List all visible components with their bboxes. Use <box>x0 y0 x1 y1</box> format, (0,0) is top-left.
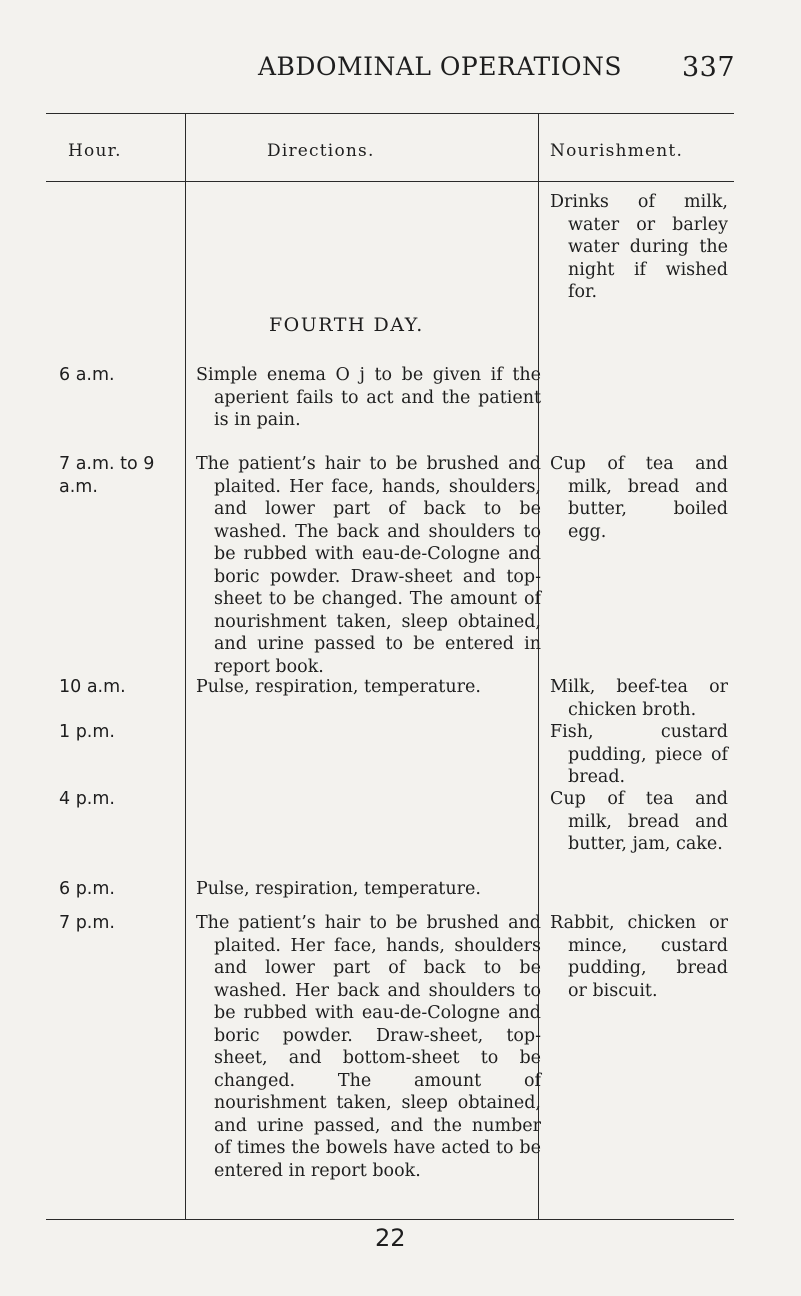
row-nourishment: Cup of tea and milk, bread and butter, jam, cake. <box>550 789 728 854</box>
row-directions: The patient’s hair to be brushed and plaited. Her face, hands, shoulders, and lower part of back to be washed. The back and shoulders to be rubbed with eau-de-Cologne and boric powder. Draw-sheet and top-sheet to be changed. The amount of nourishment taken, sleep obtained, and urine passed to be entered in report book. <box>196 454 541 677</box>
column-heading-hour: Hour. <box>68 141 122 161</box>
row-directions: Pulse, respiration, temperature. <box>196 879 481 899</box>
row-hour: 7 a.m. to 9 a.m. <box>59 454 155 497</box>
intro-nourishment-note: Drinks of milk, water or barley water during the night if wished for. <box>550 192 728 302</box>
row-hour: 10 a.m. <box>59 677 126 697</box>
row-hour: 6 a.m. <box>59 365 115 385</box>
row-hour: 6 p.m. <box>59 879 115 899</box>
row-hour: 1 p.m. <box>59 722 115 742</box>
row-nourishment: Milk, beef-tea or chicken broth. <box>550 677 728 720</box>
table-bottom-rule <box>46 1219 734 1220</box>
signature-mark: 22 <box>375 1224 406 1252</box>
running-head <box>0 52 801 92</box>
row-nourishment: Cup of tea and milk, bread and butter, boiled egg. <box>550 454 728 542</box>
page-number: 337 <box>682 52 736 83</box>
column-divider-left <box>185 113 186 1219</box>
row-directions: The patient’s hair to be brushed and plaited. Her face, hands, shoulders and lower part of back to be washed. Her back and shoulders to be rubbed with eau-de-Cologne and boric powder. Draw-sheet, top-sheet, and bottom-sheet to be changed. The amount of nourishment taken, sleep obtained, and urine passed, and the number of times the bowels have acted to be entered in report book. <box>196 913 541 1181</box>
day-heading: FOURTH DAY. <box>269 314 424 336</box>
row-nourishment: Fish, custard pudding, piece of bread. <box>550 722 728 787</box>
row-hour: 4 p.m. <box>59 789 115 809</box>
row-nourishment: Rabbit, chicken or mince, custard pudding, bread or biscuit. <box>550 913 728 1001</box>
row-directions: Pulse, respiration, temperature. <box>196 677 481 697</box>
running-head-title: ABDOMINAL OPERATIONS <box>258 52 623 81</box>
column-heading-directions: Directions. <box>267 141 375 161</box>
row-hour: 7 p.m. <box>59 913 115 933</box>
row-directions: Simple enema O j to be given if the aperient fails to act and the patient is in pain. <box>196 365 541 430</box>
table-top-rule <box>46 113 734 114</box>
schedule-table <box>46 113 734 1221</box>
column-heading-nourishment: Nourishment. <box>550 141 684 161</box>
header-bottom-rule <box>46 181 734 182</box>
